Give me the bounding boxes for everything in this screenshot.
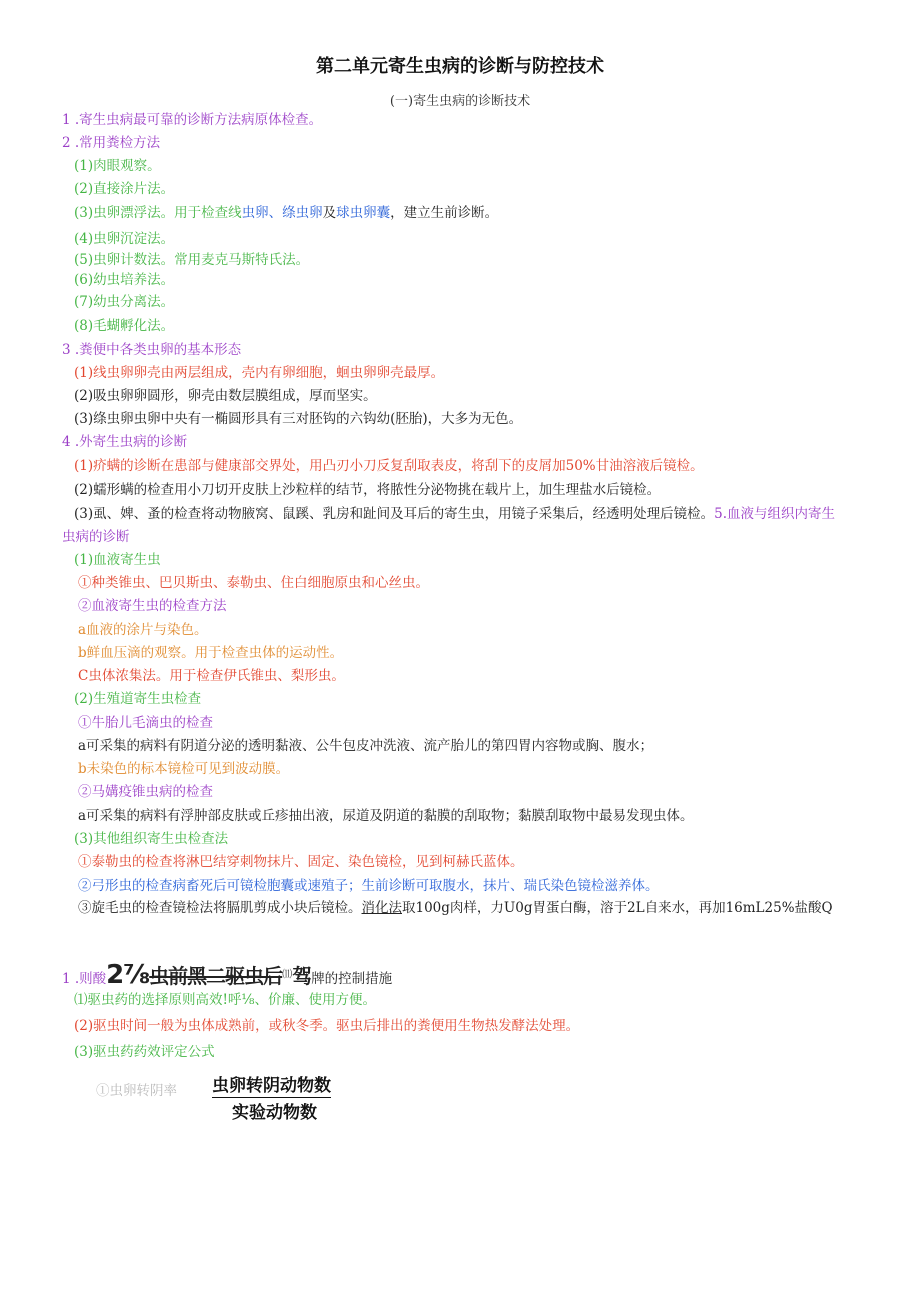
item-5-2-2: ②马媾疫锥虫病的检查 <box>78 784 213 800</box>
item-2-3-and: 及 <box>322 205 337 221</box>
formula-denominator: 实验动物数 <box>232 1103 317 1123</box>
item-3-1: (1)线虫卵卵壳由两层组成，壳内有卵细胞，蛔虫卵卵壳最厚。 <box>74 365 445 381</box>
item-5-1: (1)血液寄生虫 <box>74 552 161 568</box>
item-5-1-1: ①种类锥虫、巴贝斯虫、泰勒虫、住白细胞原虫和心丝虫。 <box>78 575 429 591</box>
item-2-3-end: ，建立生前诊断。 <box>390 205 499 221</box>
item-3-3: (3)绦虫卵虫卵中央有一椭圆形具有三对胚钩的六钩幼(胚胎)，大多为无色。 <box>74 411 523 427</box>
item-5-1-2-a: a血液的涂片与染色。 <box>78 622 208 638</box>
section-2-garble-3: ⑾ <box>282 969 293 981</box>
item-2-4: (4)虫卵沉淀法。 <box>74 231 175 247</box>
item-5-2-2-a: a可采集的病料有浮肿部皮肤或丘疹抽出液，尿道及阴道的黏膜的刮取物；黏膜刮取物中最易发现虫体。 <box>78 808 694 824</box>
item-3: 3 .粪便中各类虫卵的基本形态 <box>62 342 242 358</box>
digestion-method: 消化法 <box>361 900 402 916</box>
item-2-1: (1)肉眼观察。 <box>74 158 161 174</box>
item-5-3: (3)其他组织寄生虫检查法 <box>74 831 229 847</box>
item-2-2: (2)直接涂片法。 <box>74 181 175 197</box>
item-5-3-3 <box>62 898 847 919</box>
item-5-2-1-a: a可采集的病料有阴道分泌的透明黏液、公牛包皮冲洗液、流产胎儿的第四胃内容物或胸、腹水； <box>78 738 654 754</box>
item-5-2-1-b: b未染色的标本镜检可见到波动膜。 <box>78 761 290 777</box>
item-4-1: (1)疥螨的诊断在患部与健康部交界处，用凸刃小刀反复刮取表皮，将刮下的皮屑加50%甘油溶液后镜检。 <box>74 458 704 474</box>
item-2-3-eggs: 虫卵、绦虫卵 <box>241 205 323 221</box>
section-2-title-end: 牌的控制措施 <box>311 971 393 987</box>
item-5-1-2-c: C虫体浓集法。用于检查伊氏锥虫、梨形虫。 <box>78 668 345 684</box>
item-2-3-oocyst: 球虫卵囊 <box>336 205 391 221</box>
item-4: 4 .外寄生虫病的诊断 <box>62 434 188 450</box>
formula-label: ①虫卵转阴率 <box>96 1083 177 1099</box>
section-2-garble-1: 2⅞ <box>106 960 150 990</box>
section-subtitle: (一)寄生虫病的诊断技术 <box>389 94 531 109</box>
item-5-heading: 5.血液与组织内寄生虫病的诊断 <box>62 506 836 545</box>
item-5-2-1: ①牛胎儿毛滴虫的检查 <box>78 715 213 731</box>
item-1: 1 .寄生虫病最可靠的诊断方法病原体检查。 <box>62 112 323 128</box>
item-2-3 <box>74 203 864 223</box>
section-2-garble-2: 虫前黑二驱虫后 <box>149 964 283 988</box>
item-4-3-text: (3)虱、婢、蚤的检查将动物腋窝、鼠蹊、乳房和趾间及耳后的寄生虫，用镜子采集后，经透明处理后镜检。 <box>74 506 715 522</box>
item-6-1: ⑴驱虫药的选择原则高效!呼⅛、价廉、使用方便。 <box>74 992 377 1008</box>
item-2-7: (7)幼虫分离法。 <box>74 294 175 310</box>
section-2-garble-4: 驾 <box>292 964 312 988</box>
item-2-5: (5)虫卵计数法。常用麦克马斯特氏法。 <box>74 252 310 268</box>
item-5-3-2: ②弓形虫的检查病畜死后可镜检胞囊或速殖子；生前诊断可取腹水，抹片、瑞氏染色镜检滋养体。 <box>78 878 659 894</box>
page-title: 第二单元寄生虫病的诊断与防控技术 <box>316 56 604 77</box>
item-3-2: (2)吸虫卵卵圆形，卵壳由数层膜组成，厚而坚实。 <box>74 388 377 404</box>
item-4-3 <box>62 503 842 549</box>
item-5-3-3-rest: 取100g肉样，力U0g胃蛋白酶，溶于2L自来水，再加16mL25%盐酸Q <box>402 900 833 916</box>
formula-numerator: 虫卵转阴动物数 <box>212 1071 331 1098</box>
item-5-2: (2)生殖道寄生虫检查 <box>74 691 202 707</box>
item-6-3: (3)驱虫药药效评定公式 <box>74 1044 215 1060</box>
item-2: 2 .常用粪检方法 <box>62 135 161 151</box>
item-5-3-3-text: ③旋毛虫的检查镜检法将膈肌剪成小块后镜检。 <box>78 900 362 916</box>
item-6-2: (2)驱虫时间一般为虫体成熟前，或秋冬季。驱虫后排出的粪便用生物热发酵法处理。 <box>74 1018 580 1034</box>
section-2-num: 1 .则酸 <box>62 971 107 987</box>
item-5-3-1: ①泰勒虫的检查将淋巴结穿刺物抹片、固定、染色镜检，见到柯赫氏蓝体。 <box>78 854 524 870</box>
item-2-6: (6)幼虫培养法。 <box>74 272 175 288</box>
item-5-1-2: ②血液寄生虫的检查方法 <box>78 598 227 614</box>
item-5-1-2-b: b鲜血压滴的观察。用于检查虫体的运动性。 <box>78 645 344 661</box>
item-2-3-text: (3)虫卵漂浮法。用于检查线 <box>74 205 242 221</box>
item-2-8: (8)毛蝴孵化法。 <box>74 318 175 334</box>
item-4-2: (2)蠕形螨的检查用小刀切开皮肤上沙粒样的结节，将脓性分泌物挑在载片上，加生理盐水后镜检。 <box>74 482 661 498</box>
